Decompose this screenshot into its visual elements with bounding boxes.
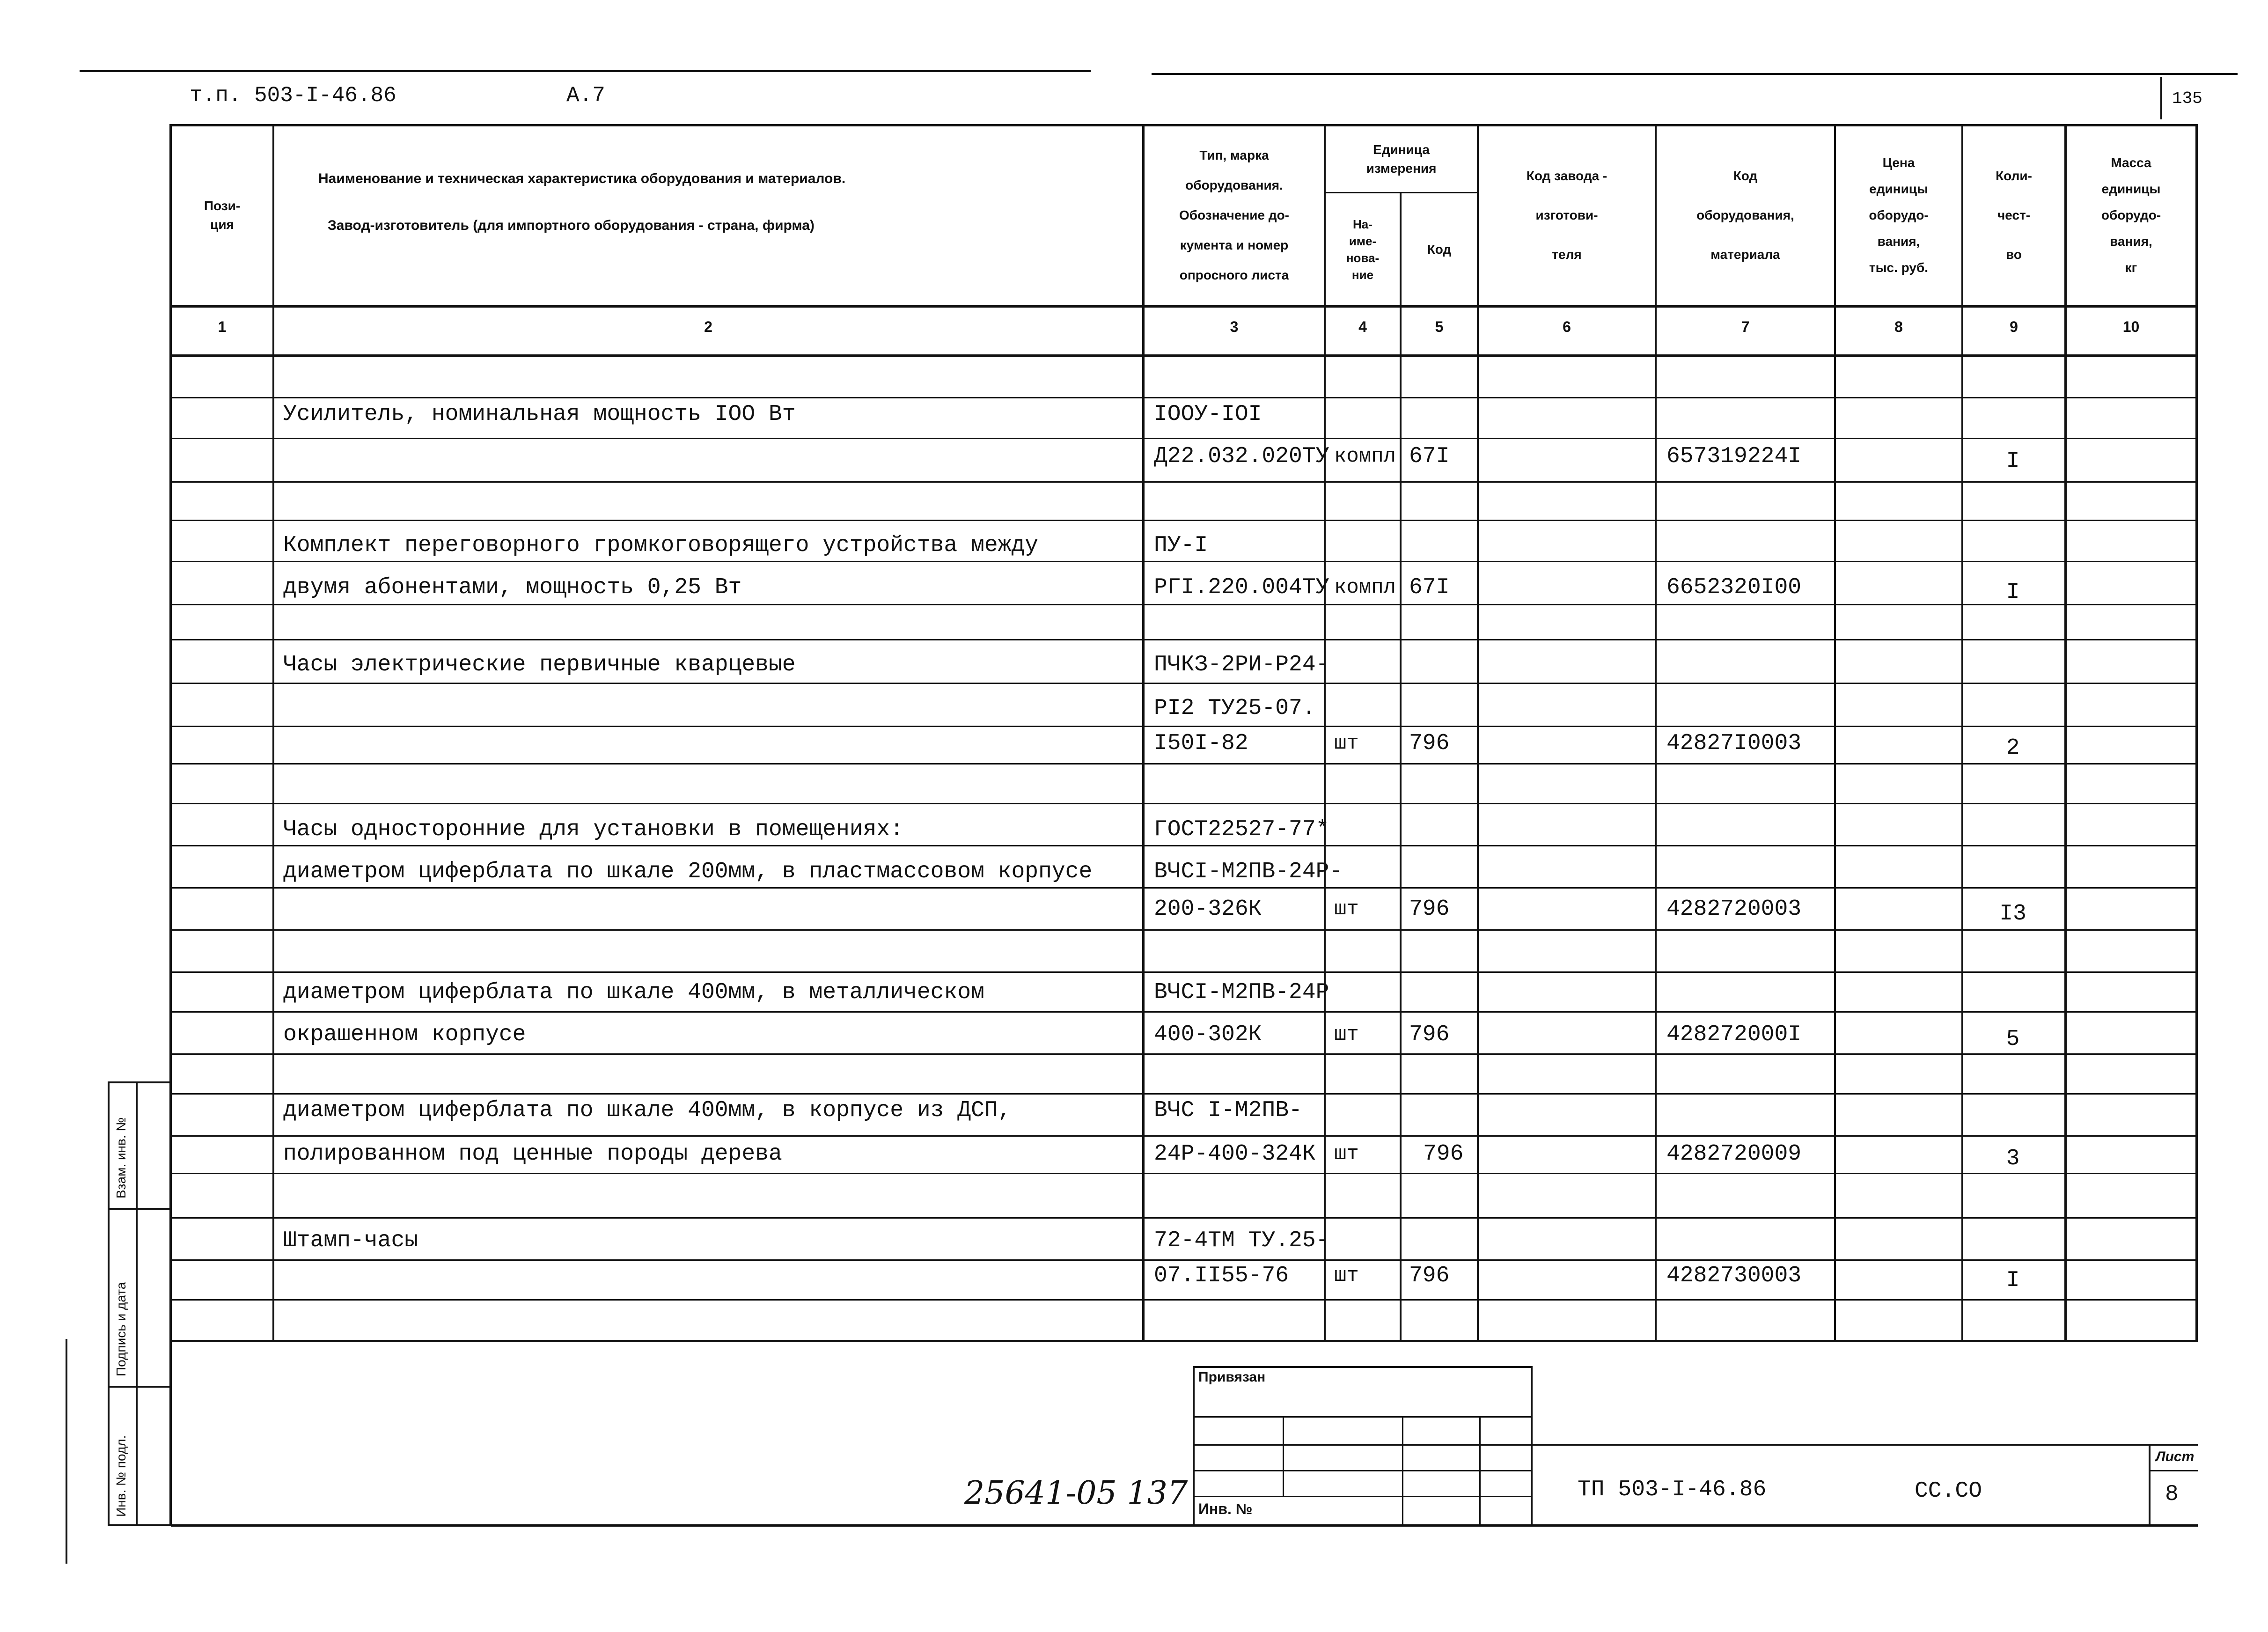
handwritten-number: 25641-05 137: [964, 1475, 1188, 1512]
row-unit-code: 67I: [1409, 444, 1450, 469]
header-unit-code: Код: [1427, 242, 1452, 257]
row-type: Д22.032.020ТУ: [1154, 444, 1329, 469]
header-bottom-border: [171, 305, 2198, 308]
col-line-8: [1961, 124, 1963, 1341]
row-unit-code: 796: [1409, 731, 1450, 756]
col-line-1: [272, 124, 274, 1341]
numbers-row-bottom-border: [171, 354, 2198, 357]
row-qty: I3: [1999, 901, 2026, 926]
margin-line: [108, 1524, 171, 1526]
row-name: двумя абонентами, мощность 0,25 Вт: [283, 575, 742, 600]
row-line: [171, 1011, 2198, 1013]
row-line: [171, 561, 2198, 562]
header-unit-group: Единица измерения: [1366, 142, 1437, 176]
stamp-line: [1193, 1444, 1532, 1446]
margin-inv-duplicate: Взам. инв. №: [114, 1117, 128, 1198]
row-unit: компл: [1334, 445, 1396, 468]
row-unit: шт: [1334, 897, 1359, 921]
row-name: полированном под ценные породы дерева: [283, 1141, 782, 1167]
header-type: Тип, марка оборудования. Обозначение до- кумента и номер опросного листа: [1179, 148, 1290, 282]
row-qty: I: [2006, 448, 2020, 474]
row-type: ПУ-I: [1154, 533, 1208, 558]
row-line: [171, 1173, 2198, 1174]
row-name: диаметром циферблата по шкале 400мм, в металлическом: [283, 980, 984, 1005]
margin-sign-date: Подпись и дата: [114, 1282, 128, 1376]
row-line: [171, 763, 2198, 765]
row-line: [171, 971, 2198, 973]
row-line: [171, 397, 2198, 398]
row-line: [171, 639, 2198, 640]
row-unit: шт: [1334, 1264, 1359, 1287]
row-unit-code: 796: [1409, 1263, 1450, 1288]
row-type: РГI.220.004ТУ: [1154, 575, 1329, 600]
row-line: [171, 1135, 2198, 1137]
row-qty: 3: [2006, 1146, 2020, 1171]
row-name: окрашенном корпусе: [283, 1022, 526, 1047]
col-line-7: [1834, 124, 1836, 1341]
colnum-9: 9: [2010, 318, 2018, 335]
row-line: [171, 1093, 2198, 1095]
stamp-line: [1402, 1416, 1403, 1525]
row-line: [171, 481, 2198, 483]
row-line: [171, 683, 2198, 684]
stamp-line: [1193, 1496, 1532, 1497]
row-type: 72-4ТМ ТУ.25-: [1154, 1228, 1329, 1253]
row-line: [171, 438, 2198, 439]
colnum-1: 1: [218, 318, 227, 335]
sheet-bottom-border: [171, 1524, 2198, 1527]
row-unit: шт: [1334, 1023, 1359, 1046]
margin-line: [136, 1081, 138, 1526]
row-code: 657319224I: [1666, 444, 1802, 469]
row-type: I50I-82: [1154, 731, 1248, 756]
row-line: [171, 845, 2198, 846]
row-unit: компл: [1334, 576, 1396, 599]
row-unit-code: 796: [1423, 1141, 1464, 1167]
row-line: [171, 803, 2198, 804]
row-line: [171, 726, 2198, 727]
page-no-divider: [2160, 77, 2162, 119]
row-type: 400-302К: [1154, 1022, 1262, 1047]
stamp-line: [1193, 1366, 1532, 1368]
stamp-inv-no: Инв. №: [1198, 1500, 1253, 1517]
header-quantity: Коли- чест- во: [1996, 169, 2032, 262]
row-name: Штамп-часы: [283, 1228, 418, 1253]
row-unit: шт: [1334, 732, 1359, 755]
colnum-5: 5: [1435, 318, 1444, 335]
row-qty: I: [2006, 580, 2020, 605]
row-type: ВЧСI-М2ПВ-24Р: [1154, 980, 1329, 1005]
row-qty: 5: [2006, 1027, 2020, 1052]
colnum-10: 10: [2122, 318, 2140, 335]
row-unit-code: 796: [1409, 897, 1450, 922]
row-unit: шт: [1334, 1142, 1359, 1166]
row-type: ГОСТ22527-77*: [1154, 817, 1329, 842]
sheet-box-left: [2149, 1444, 2151, 1525]
row-type: 07.II55-76: [1154, 1263, 1289, 1288]
sheet-box-split: [2149, 1470, 2198, 1471]
colnum-3: 3: [1230, 318, 1239, 335]
row-code: 4282720003: [1666, 897, 1802, 922]
row-name: Часы односторонние для установки в помещениях:: [283, 817, 904, 842]
header-name-line2: Завод-изготовитель (для импортного оборудования - страна, фирма): [328, 218, 815, 233]
row-line: [171, 604, 2198, 605]
row-type: ВЧС I-М2ПВ-: [1154, 1098, 1302, 1123]
col-line-5: [1477, 124, 1479, 1341]
stamp-line: [1479, 1416, 1481, 1525]
album-number: А.7: [566, 83, 605, 108]
header-price: Цена единицы оборудо- вания, тыс. руб.: [1869, 155, 1929, 275]
colnum-2: 2: [704, 318, 712, 335]
col-line-2: [1142, 124, 1145, 1341]
data-bottom-border: [171, 1340, 2198, 1342]
header-unit-name: На- име- нова- ние: [1346, 217, 1380, 282]
row-name: Часы электрические первичные кварцевые: [283, 652, 796, 677]
stamp-line: [1193, 1470, 1532, 1471]
stamp-line: [1193, 1366, 1195, 1525]
page-number: 135: [2172, 89, 2202, 108]
margin-line: [108, 1208, 171, 1210]
col-line-3: [1324, 124, 1326, 1341]
row-line: [171, 1259, 2198, 1261]
colnum-8: 8: [1894, 318, 1903, 335]
row-unit-code: 67I: [1409, 575, 1450, 600]
row-type: ПЧКЗ-2РИ-Р24-: [1154, 652, 1329, 677]
margin-outer-line: [66, 1339, 67, 1564]
row-line: [171, 1053, 2198, 1055]
doc-reference: т.п. 503-I-46.86: [190, 83, 396, 108]
row-type: РI2 ТУ25-07.: [1154, 696, 1316, 721]
row-line: [171, 1217, 2198, 1219]
row-code: 428272000I: [1666, 1022, 1802, 1047]
row-line: [171, 929, 2198, 931]
header-mass: Масса единицы оборудо- вания, кг: [2101, 155, 2161, 275]
row-qty: I: [2006, 1268, 2020, 1293]
colnum-6: 6: [1563, 318, 1571, 335]
stamp-privyazan: Привязан: [1198, 1369, 1266, 1385]
row-code: 4282730003: [1666, 1263, 1802, 1288]
row-type: IOOУ-IOI: [1154, 402, 1262, 427]
doc-code: ТП 503-I-46.86: [1578, 1477, 1767, 1502]
colnum-4: 4: [1358, 318, 1367, 335]
header-factory-code: Код завода - изготови- теля: [1526, 169, 1607, 262]
stamp-line: [1531, 1366, 1533, 1525]
row-type: 200-326К: [1154, 897, 1262, 922]
margin-line: [108, 1386, 171, 1388]
colnum-7: 7: [1741, 318, 1750, 335]
row-name: Усилитель, номинальная мощность IOO Вт: [283, 402, 796, 427]
col-line-9: [2064, 124, 2067, 1341]
row-line: [171, 520, 2198, 521]
stamp-line: [1193, 1416, 1532, 1418]
stamp-line: [1283, 1416, 1284, 1496]
margin-inv-original: Инв. № подл.: [114, 1435, 128, 1517]
margin-line: [108, 1081, 171, 1083]
sheet-number: 8: [2165, 1482, 2179, 1507]
row-line: [171, 1299, 2198, 1301]
header-equipment-code: Код оборудования, материала: [1696, 169, 1794, 262]
row-qty: 2: [2006, 735, 2020, 761]
row-name: Комплект переговорного громкоговорящего устройства между: [283, 533, 1039, 558]
sheet-label: Лист: [2156, 1449, 2195, 1464]
top-rule-left: [80, 70, 1091, 72]
row-name: диаметром циферблата по шкале 400мм, в корпусе из ДСП,: [283, 1098, 1012, 1123]
header-position: Пози- ция: [204, 198, 241, 232]
row-code: 6652320I00: [1666, 575, 1802, 600]
top-rule-right: [1152, 73, 2238, 75]
col-line-4: [1400, 192, 1402, 1341]
row-code: 4282720009: [1666, 1141, 1802, 1167]
code-block-top: [1531, 1444, 2198, 1446]
row-code: 42827I0003: [1666, 731, 1802, 756]
row-name: диаметром циферблата по шкале 200мм, в пластмассовом корпусе: [283, 859, 1093, 884]
row-type: 24Р-400-324К: [1154, 1141, 1316, 1167]
header-name-line1: Наименование и техническая характеристика оборудования и материалов.: [318, 171, 846, 186]
row-type: ВЧСI-М2ПВ-24Р-: [1154, 859, 1343, 884]
col-line-6: [1655, 124, 1657, 1341]
margin-line: [108, 1081, 110, 1526]
row-line: [171, 887, 2198, 889]
row-unit-code: 796: [1409, 1022, 1450, 1047]
doc-section: СС.СО: [1915, 1478, 1982, 1504]
